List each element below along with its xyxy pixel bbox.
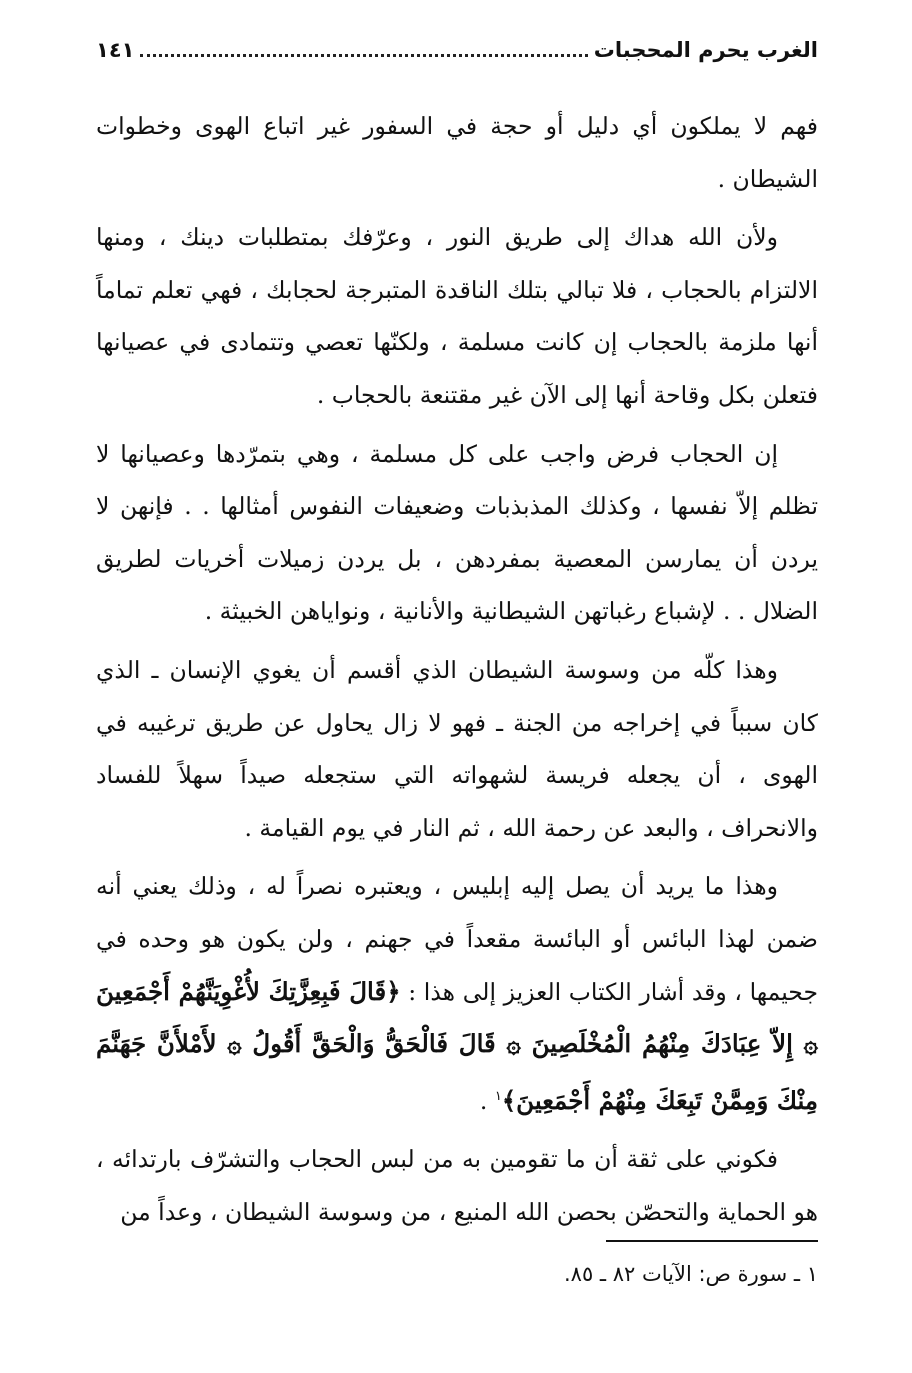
paragraph-5-text: وهذا ما يريد أن يصل إليه إبليس ، ويعتبره نصراً له ، وذلك يعني أنه ضمن لهذا البائس أو البائسة مقعداً في جهنم ، ولن يكون هو وحده في جحيمها ، وقد أشار الكتاب العزيز إلى هذا : [96, 872, 818, 1006]
paragraph-2: ولأن الله هداك إلى طريق النور ، وعرّفك بمتطلبات دينك ، ومنها الالتزام بالحجاب ، فلا تبالي بتلك الناقدة المتبرجة لحجابك ، فهي تعلم تماماً أنها ملزمة بالحجاب إن كانت مسلمة ، ولكنّها تعصي وتتمادى في عصيانها فتعلن بكل وقاحة أنها إلى الآن غير مقتنعة بالحجاب . [96, 223, 818, 409]
header-dot-leader [140, 54, 587, 57]
paragraph-3: إن الحجاب فرض واجب على كل مسلمة ، وهي بتمرّدها وعصيانها لا تظلم إلاّ نفسها ، وكذلك المذبذبات وضعيفات النفوس أمثالها . . فإنهن لا يردن أن يمارسن المعصية بمفردهن ، بل يردن زميلات أخريات لطريق الضلال . . لإشباع رغباتهن الشيطانية والأنانية ، ونواياهن الخبيثة . [96, 439, 818, 626]
quran-verse: ﴿قَالَ فَبِعِزَّتِكَ لأُغْوِيَنَّهُمْ أَجْمَعِينَ ۞ إِلاّ عِبَادَكَ مِنْهُمُ الْمُخْلَصِينَ ۞ قَالَ فَالْحَقُّ وَالْحَقَّ أَقُولُ ۞ لأَمْلأَنَّ جَهَنَّمَ مِنْكَ وَمِمَّنْ تَبِعَكَ مِنْهُمْ أَجْمَعِينَ﴾ [96, 976, 818, 1115]
paragraph-5-end: . [479, 1086, 495, 1115]
running-header [96, 32, 818, 68]
page-number: ١٤١ [96, 38, 135, 62]
footnote-separator [606, 1240, 818, 1242]
footnote: ١ ـ سورة ص: الآيات ٨٢ ـ ٨٥. [563, 1262, 818, 1286]
running-header-title: الغرب يحرم المحجبات [593, 38, 818, 62]
paragraph-1: فهم لا يملكون أي دليل أو حجة في السفور غير اتباع الهوى وخطوات الشيطان . [96, 112, 818, 193]
paragraph-5-with-quran-quote [96, 860, 818, 1127]
footnote-marker: ١ [494, 1088, 502, 1104]
paragraph-4: وهذا كلّه من وسوسة الشيطان الذي أقسم أن يغوي الإنسان ـ الذي كان سبباً في إخراجه من الجنة ـ فهو لا زال يحاول عن طريق ترغيبه في الهوى ، أن يجعله فريسة لشهواته التي ستجعله صيداً سهلاً للفساد والانحراف ، والبعد عن رحمة الله ، ثم النار في يوم القيامة . [96, 655, 818, 842]
paragraph-6: فكوني على ثقة أن ما تقومين به من لبس الحجاب والتشرّف بارتدائه ، هو الحماية والتحصّن بحصن الله المنيع ، من وسوسة الشيطان ، وعداً من [96, 1145, 818, 1226]
body-text [96, 100, 818, 1238]
